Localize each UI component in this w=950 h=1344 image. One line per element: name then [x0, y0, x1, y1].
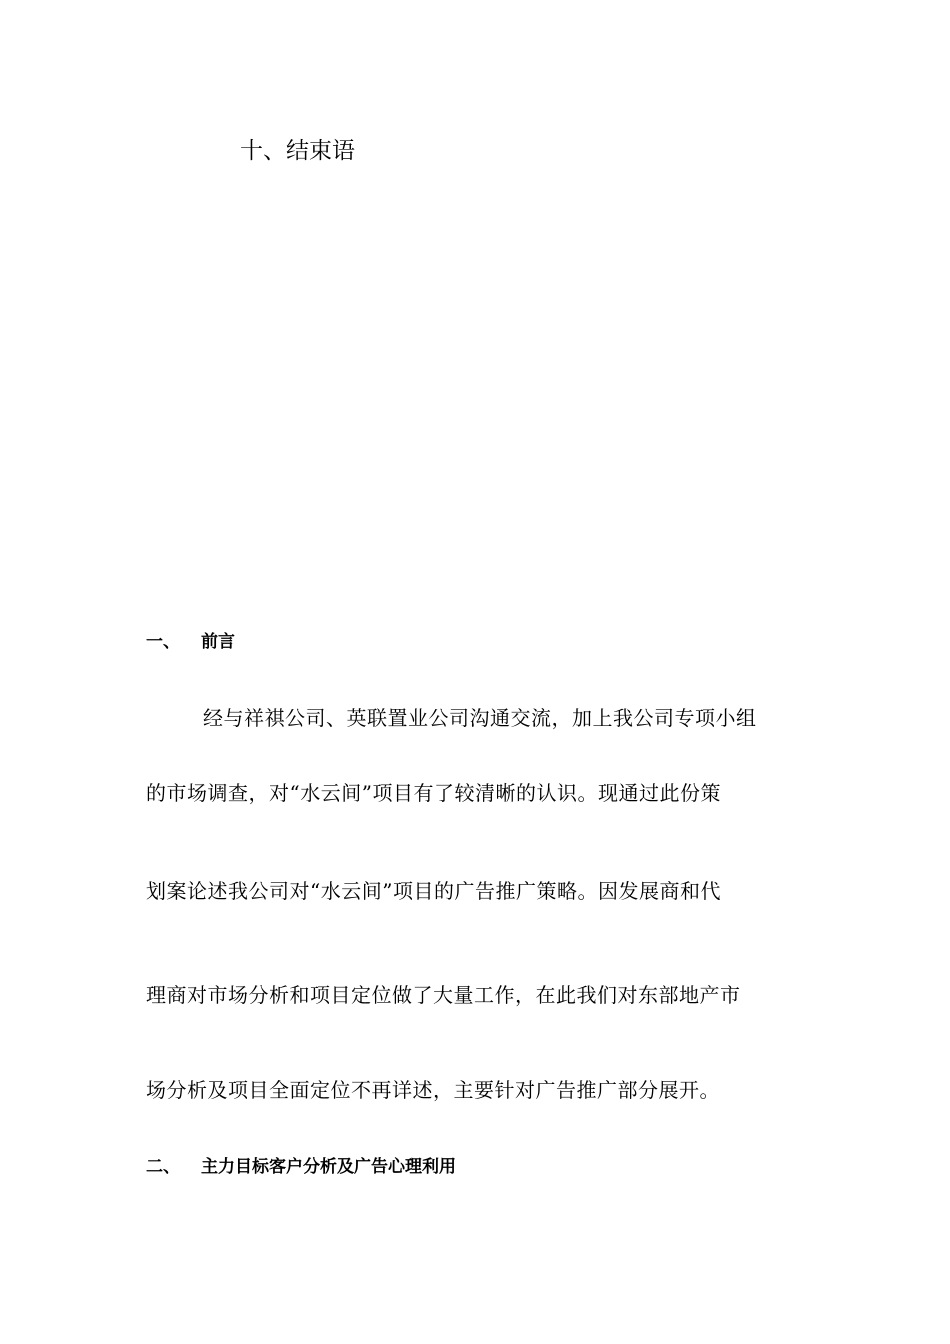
paragraph-line: 划案论述我公司对“水云间”项目的广告推广策略。因发展商和代	[146, 879, 721, 903]
section-number: 一、	[146, 632, 180, 652]
toc-entry-conclusion: 十、结束语	[240, 138, 355, 164]
section-heading-target-customers	[146, 1155, 456, 1179]
section-heading-preface	[146, 630, 235, 654]
paragraph-line: 场分析及项目全面定位不再详述，主要针对广告推广部分展开。	[146, 1078, 720, 1102]
section-title: 前言	[201, 632, 235, 652]
section-title: 主力目标客户分析及广告心理利用	[201, 1157, 456, 1177]
paragraph-line: 的市场调查，对“水云间”项目有了较清晰的认识。现通过此份策	[146, 781, 721, 805]
section-number: 二、	[146, 1157, 180, 1177]
paragraph-line: 理商对市场分析和项目定位做了大量工作，在此我们对东部地产市	[146, 983, 741, 1007]
paragraph-line: 经与祥祺公司、英联置业公司沟通交流，加上我公司专项小组	[203, 706, 757, 730]
